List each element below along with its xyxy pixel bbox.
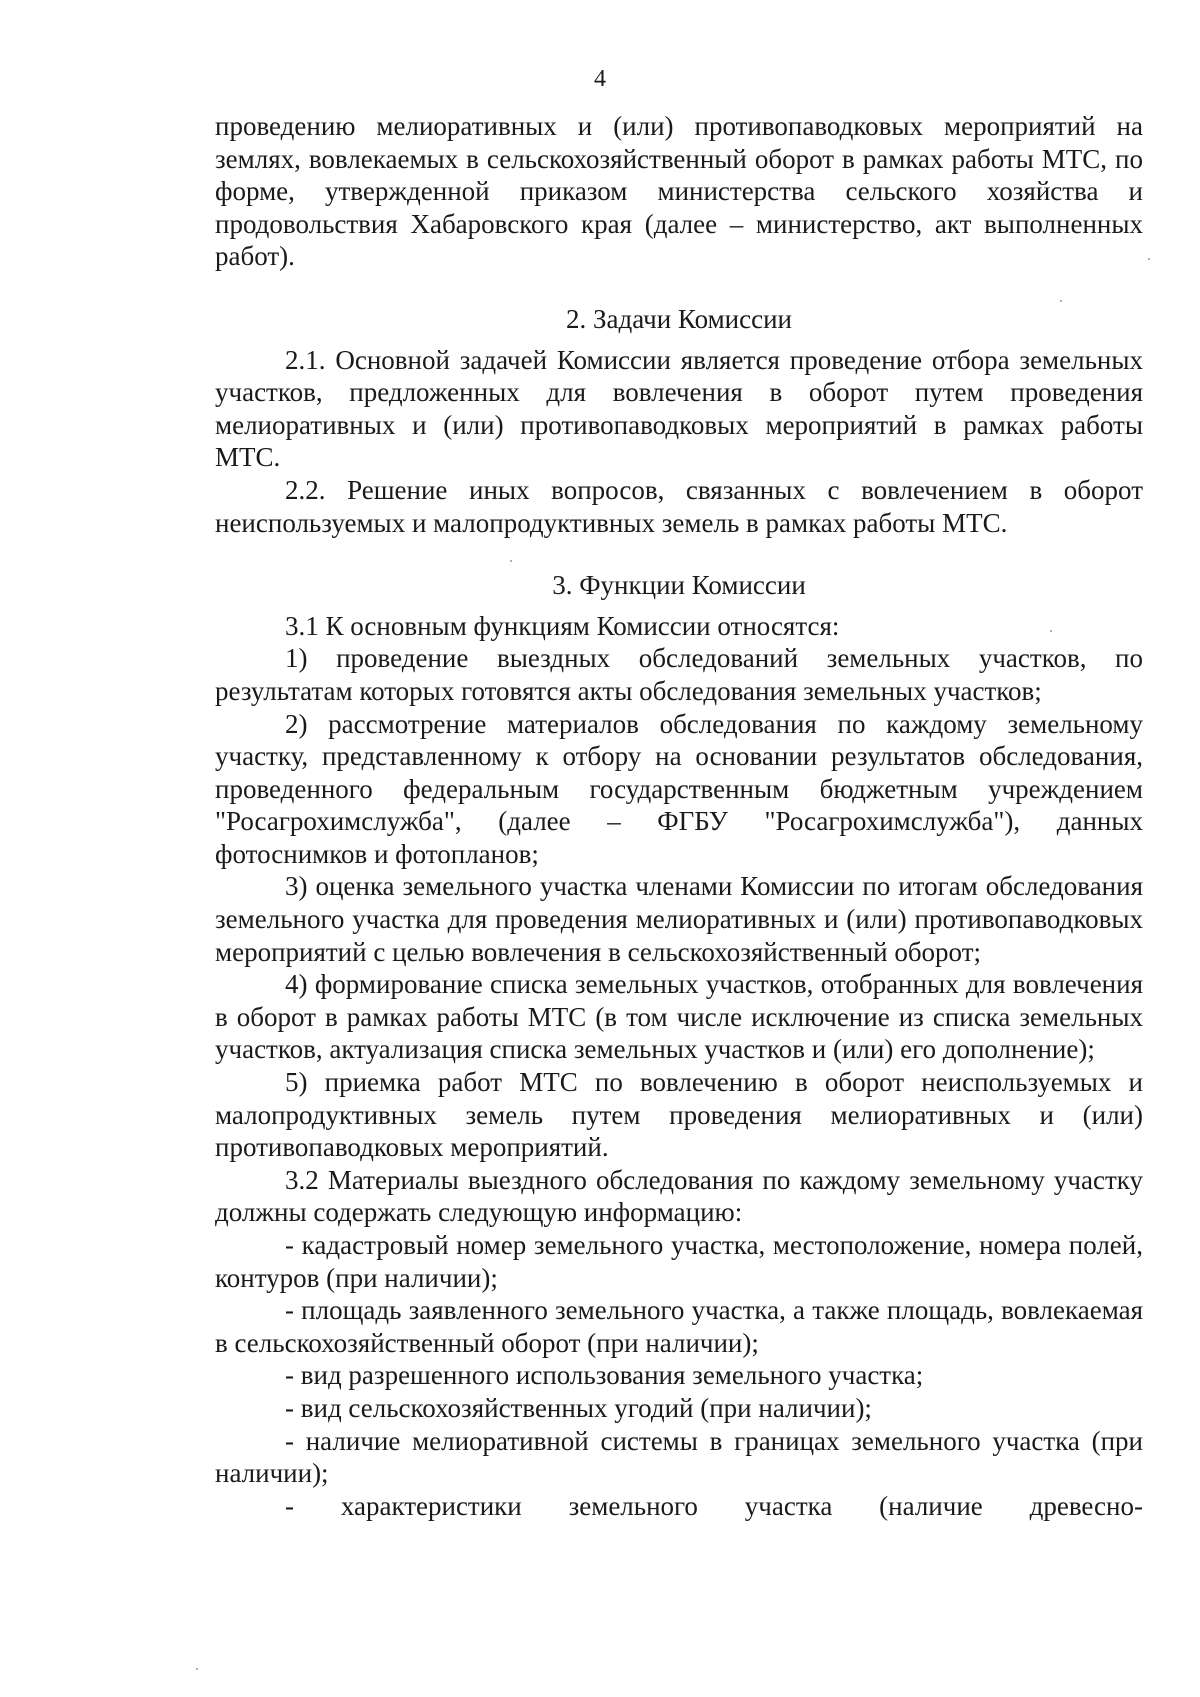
bullet-item-2: - площадь заявленного земельного участка, а также площадь, вовлекаемая в сельскохозяйственный оборот (при наличии);	[215, 1295, 1143, 1358]
bullet-item-4: - вид сельскохозяйственных угодий (при наличии);	[285, 1392, 872, 1423]
function-item-2: 2) рассмотрение материалов обследования по каждому земельному участку, представленному к отбору на основании результатов обследования, проведенного федеральным государственным бюджетным учреждением "Росагрохимслужба", (далее – ФГБУ "Росагрохимслужба"), данных фотоснимков и фотопланов;	[215, 708, 1143, 869]
intro-paragraph: проведению мелиоративных и (или) противопаводковых мероприятий на землях, вовлекаемых в сельскохозяйственный оборот в рамках работы МТС, по форме, утвержденной приказом министерства сельского хозяйства и продовольствия Хабаровского края (далее – министерство, акт выполненных работ).	[215, 111, 1143, 272]
section-2-heading: 2. Задачи Комиссии	[566, 303, 792, 334]
function-item-3: 3) оценка земельного участка членами Комиссии по итогам обследования земельного участка для проведения мелиоративных и (или) противопаводковых мероприятий с целью вовлечения в сельскохозяйственный оборот;	[215, 871, 1143, 967]
bullet-item-1: - кадастровый номер земельного участка, местоположение, номера полей, контуров (при наличии);	[215, 1230, 1143, 1293]
scan-speck	[1060, 300, 1062, 302]
section-3-1-intro: 3.1 К основным функциям Комиссии относятся:	[285, 610, 840, 641]
function-item-4: 4) формирование списка земельных участков, отобранных для вовлечения в оборот в рамках работы МТС (в том числе исключение из списка земельных участков, актуализация списка земельных участков и (или) его дополнение);	[215, 969, 1143, 1065]
function-item-5: 5) приемка работ МТС по вовлечению в оборот неиспользуемых и малопродуктивных земель путем проведения мелиоративных и (или) противопаводковых мероприятий.	[215, 1067, 1143, 1163]
page-number: 4	[594, 66, 606, 92]
section-2-paragraph-2: 2.2. Решение иных вопросов, связанных с вовлечением в оборот неиспользуемых и малопродуктивных земель в рамках работы МТС.	[215, 474, 1143, 538]
bullet-item-6: - характеристики земельного участка (наличие древесно-	[285, 1490, 1143, 1521]
bullet-item-5: - наличие мелиоративной системы в границах земельного участка (при наличии);	[215, 1425, 1143, 1489]
scan-speck	[510, 560, 512, 562]
section-2-paragraph-1: 2.1. Основной задачей Комиссии является проведение отбора земельных участков, предложенных для вовлечения в оборот путем проведения мелиоративных и (или) противопаводковых мероприятий в рамках работы МТС.	[215, 344, 1143, 473]
section-3-heading: 3. Функции Комиссии	[552, 570, 806, 601]
section-3-2-intro: 3.2 Материалы выездного обследования по каждому земельному участку должны содержать следующую информацию:	[215, 1164, 1143, 1228]
scan-speck	[1050, 630, 1052, 632]
scan-speck	[196, 1668, 198, 1670]
document-body	[215, 110, 1143, 1522]
function-item-1: 1) проведение выездных обследований земельных участков, по результатам которых готовятся акты обследования земельных участков;	[215, 643, 1143, 706]
scan-speck	[1148, 258, 1150, 260]
bullet-item-3: - вид разрешенного использования земельного участка;	[285, 1360, 924, 1391]
